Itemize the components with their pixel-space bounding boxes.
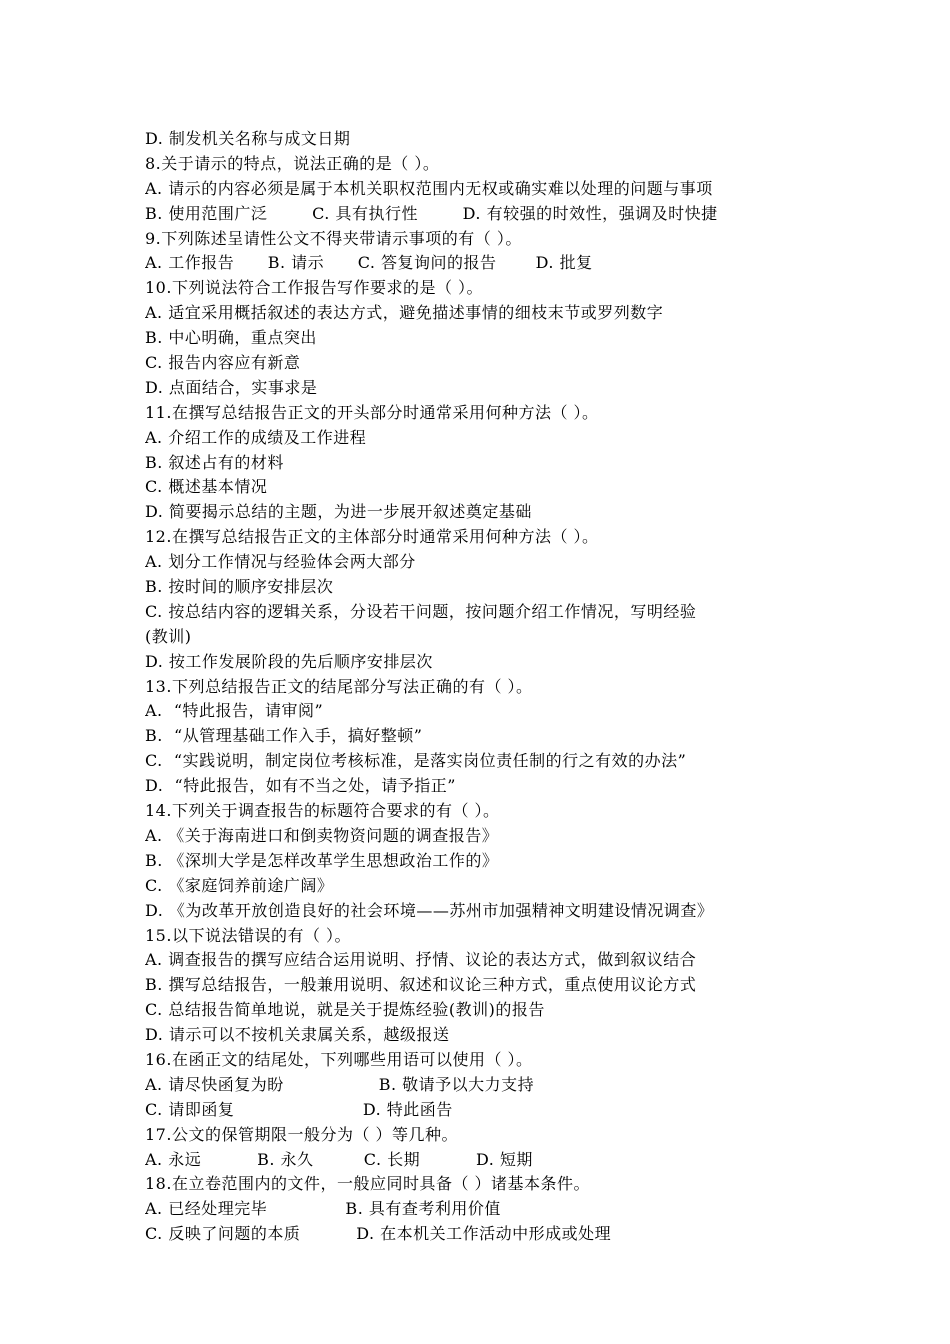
option-line: A. 永远 B. 永久 C. 长期 D. 短期: [145, 1149, 533, 1169]
option-line: B. 《深圳大学是怎样改革学生思想政治工作的》: [145, 850, 499, 870]
option-line: C. 按总结内容的逻辑关系，分设若干问题，按问题介绍工作情况，写明经验: [145, 601, 697, 621]
option-line: A. 《关于海南进口和倒卖物资问题的调查报告》: [145, 825, 499, 845]
option-line: C. 反映了问题的本质 D. 在本机关工作活动中形成或处理: [145, 1224, 612, 1244]
question-line: 8.关于请示的特点，说法正确的是（ ）。: [145, 153, 440, 173]
option-line: D. 按工作发展阶段的先后顺序安排层次: [145, 651, 433, 671]
option-line: D. 请示可以不按机关隶属关系，越级报送: [145, 1025, 450, 1045]
option-line: B. 按时间的顺序安排层次: [145, 577, 334, 597]
question-line: 14.下列关于调查报告的标题符合要求的有（ ）。: [145, 801, 500, 821]
option-line: B. 中心明确，重点突出: [145, 328, 317, 348]
option-line: C. 《家庭饲养前途广阔》: [145, 875, 334, 895]
question-line: 9.下列陈述呈请性公文不得夹带请示事项的有（ ）。: [145, 228, 522, 248]
question-line: 13.下列总结报告正文的结尾部分写法正确的有（ ）。: [145, 676, 533, 696]
option-line: A. 调查报告的撰写应结合运用说明、抒情、议论的表达方式，做到叙议结合: [145, 950, 697, 970]
option-line: A. “特此报告，请审阅”: [145, 701, 324, 721]
option-line: A. 适宜采用概括叙述的表达方式，避免描述事情的细枝末节或罗列数字: [145, 303, 664, 323]
option-line: D. 《为改革开放创造良好的社会环境——苏州市加强精神文明建设情况调查》: [145, 900, 714, 920]
document-page: [145, 127, 835, 1247]
option-line: C. 概述基本情况: [145, 477, 268, 497]
option-line: D. “特此报告，如有不当之处，请予指正”: [145, 776, 456, 796]
option-line: A. 已经处理完毕 B. 具有查考利用价值: [145, 1199, 501, 1219]
option-line: C. “实践说明，制定岗位考核标准，是落实岗位责任制的行之有效的办法”: [145, 751, 687, 771]
option-line: D. 制发机关名称与成文日期: [145, 129, 351, 148]
option-line: A. 工作报告 B. 请示 C. 答复询问的报告 D. 批复: [145, 253, 593, 273]
option-line: A. 请示的内容必须是属于本机关职权范围内无权或确实难以处理的问题与事项: [145, 178, 713, 198]
option-line: B. “从管理基础工作入手，搞好整顿”: [145, 726, 423, 746]
option-line: C. 总结报告简单地说，就是关于提炼经验(教训)的报告: [145, 1000, 545, 1020]
question-line: 12.在撰写总结报告正文的主体部分时通常采用何种方法（ ）。: [145, 527, 599, 547]
question-line: 16.在函正文的结尾处，下列哪些用语可以使用（ ）。: [145, 1049, 533, 1069]
option-line: A. 介绍工作的成绩及工作进程: [145, 427, 367, 447]
question-line: 15.以下说法错误的有（ ）。: [145, 925, 352, 945]
question-line: 18.在立卷范围内的文件，一般应同时具备（ ）诸基本条件。: [145, 1174, 591, 1194]
option-line: C. 请即函复 D. 特此函告: [145, 1099, 453, 1119]
option-line: A. 划分工作情况与经验体会两大部分: [145, 552, 416, 572]
option-line: B. 叙述占有的材料: [145, 452, 284, 472]
option-line: B. 撰写总结报告，一般兼用说明、叙述和议论三种方式，重点使用议论方式: [145, 975, 697, 995]
option-line: C. 报告内容应有新意: [145, 353, 301, 373]
question-line: 11.在撰写总结报告正文的开头部分时通常采用何种方法（ ）。: [145, 402, 599, 422]
option-line: D. 简要揭示总结的主题，为进一步展开叙述奠定基础: [145, 502, 532, 522]
option-line: D. 点面结合，实事求是: [145, 377, 318, 397]
question-line: 17.公文的保管期限一般分为（ ）等几种。: [145, 1124, 459, 1144]
option-line: A. 请尽快函复为盼 B. 敬请予以大力支持: [145, 1074, 535, 1094]
option-line-continuation: (教训): [145, 626, 192, 646]
option-line: B. 使用范围广泛 C. 具有执行性 D. 有较强的时效性，强调及时快捷: [145, 203, 718, 223]
question-line: 10.下列说法符合工作报告写作要求的是（ ）。: [145, 278, 484, 298]
